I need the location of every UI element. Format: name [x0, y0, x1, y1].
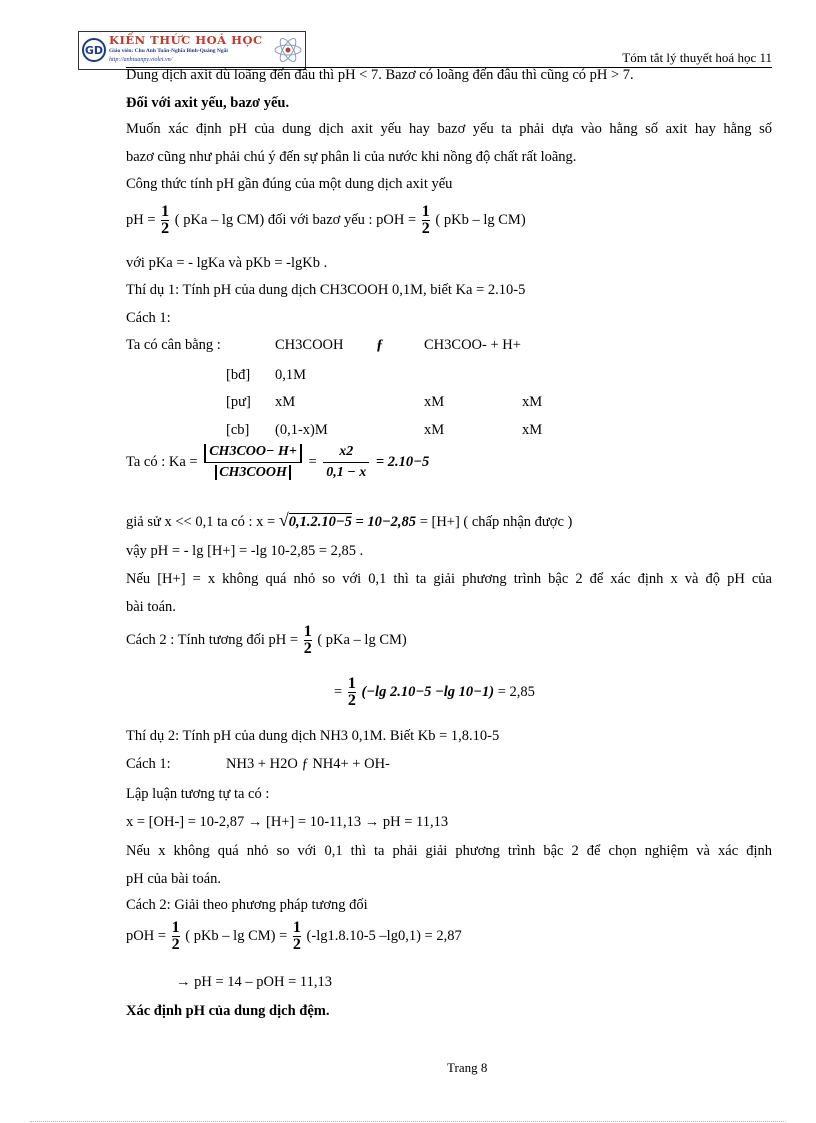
row-pu-value-2: xM	[424, 394, 445, 410]
example-1: Thí dụ 1: Tính pH của dung dịch CH3COOH 0,1M, biết Ka = 2.10-5	[126, 282, 526, 298]
ka-fraction-2: $\frac{x2}{0,1 - x}$	[323, 444, 369, 481]
example-2-method-1: Cách 1:	[126, 756, 171, 772]
logo-url: http://anhtuanpy.violet.vn/	[109, 57, 173, 63]
equilibrium-label: Ta có cân bằng :	[126, 337, 221, 353]
logo-title: KIẾN THỨC HOÁ HỌC	[109, 33, 263, 47]
ka-fraction-1: CH3COO− H+ CH3COOH	[204, 444, 302, 481]
para-1b: bazơ cũng như phải chú ý đến sự phân li của nước khi nồng độ chất rất loãng.	[126, 149, 577, 165]
ph-formula	[126, 204, 526, 237]
x-equation: x = [OH-] = 10-2,87 → [H+] = 10-11,13 → pH = 11,13	[126, 814, 449, 830]
svg-text:GD: GD	[84, 44, 104, 57]
section-heading-weak: Đối với axit yếu, bazơ yếu.	[126, 95, 290, 111]
ph-final: → pH = 14 – pOH = 11,13	[176, 974, 332, 990]
logo-subtitle: Giáo viên: Chu Anh Tuấn-Nghĩa Bình-Quảng Ngãi	[109, 48, 228, 54]
row-bd-label: [bđ]	[226, 367, 251, 383]
method-2-line: Cách 2 : Tính tương đối pH = $\frac{1}{2}$ ( pKa – lg CM)	[126, 623, 407, 657]
half-fraction: $\frac{1}{2}$	[161, 203, 170, 237]
ka-lhs: Ta có : Ka =	[126, 453, 198, 470]
row-pu-value-1: xM	[275, 394, 296, 410]
intro-line: Dung dịch axit dù loãng đến đâu thì pH < 7. Bazơ có loãng đến đâu thì cũng có pH > 7.	[126, 67, 634, 83]
ph-rhs: ( pKa – lg CM) đối với bazơ yếu : pOH =	[174, 211, 417, 228]
section-heading-buffer: Xác định pH của dung dịch đệm.	[126, 1003, 330, 1019]
equilibrium-right: CH3COO- + H+	[424, 337, 521, 353]
if-note-a: Nếu [H+] = x không quá nhỏ so với 0,1 thì ta giải phương trình bậc 2 để xác định x và độ pH của	[126, 571, 772, 587]
row-pu-label: [pư]	[226, 394, 251, 410]
pk-definition: với pKa = - lgKa và pKb = -lgKb .	[126, 255, 328, 271]
equilibrium-left: CH3COOH	[275, 337, 344, 353]
doc-header-title: Tóm tắt lý thuyết hoá học 11	[622, 50, 772, 65]
footer-rule	[30, 1121, 786, 1122]
half-fraction: $\frac{1}{2}$	[421, 203, 430, 237]
equilibrium-arrow: ƒ	[376, 337, 384, 353]
method-2-calc: = $\frac{1}{2}$ (−lg 2.10−5 −lg 10−1) = 2,85	[334, 675, 535, 709]
example-2-equation: NH3 + H2O ƒ NH4+ + OH-	[226, 756, 390, 772]
para-2: Công thức tính pH gần đúng của một dung dịch axit yếu	[126, 176, 453, 192]
ka-formula: Ta có : Ka = CH3COO− H+ CH3COOH = $\frac{x2}{0,1 - x}$ = 2.10−5	[126, 444, 430, 480]
row-pu-value-3: xM	[522, 394, 543, 410]
row-cb-value-3: xM	[522, 422, 543, 438]
publisher-logo	[78, 31, 306, 70]
example-2-method-2: Cách 2: Giải theo phương pháp tương đối	[126, 897, 368, 913]
if-note-2a: Nếu x không quá nhỏ so với 0,1 thì ta phải giải phương trình bậc 2 để chọn nghiệm và xác định	[126, 843, 772, 859]
page-number: Trang 8	[447, 1060, 488, 1075]
assumption-line: giả sử x << 0,1 ta có : x = √0,1.2.10−5 = 10−2,85 = [H+] ( chấp nhận được )	[126, 510, 573, 530]
poh-calc-line: pOH = $\frac{1}{2}$ ( pKb – lg CM) = $\frac{1}{2}$ (-lg1.8.10-5 –lg0,1) = 2,87	[126, 919, 462, 953]
reasoning-line: Lập luận tương tự ta có :	[126, 786, 270, 802]
ph-lhs: pH =	[126, 211, 156, 228]
row-cb-value-2: xM	[424, 422, 445, 438]
row-cb-label: [cb]	[226, 422, 250, 438]
ka-value: = 2.10−5	[375, 453, 430, 470]
para-1a: Muốn xác định pH của dung dịch axit yếu hay bazơ yếu ta phải dựa vào hằng số axit hay hằng số	[126, 121, 772, 137]
poh-rhs: ( pKb – lg CM)	[435, 211, 526, 228]
atom-emblem-icon	[80, 33, 108, 67]
atom-orbit-icon	[273, 33, 303, 67]
example-2: Thí dụ 2: Tính pH của dung dịch NH3 0,1M. Biết Kb = 1,8.10-5	[126, 728, 500, 744]
row-cb-value-1: (0,1-x)M	[275, 422, 328, 438]
method-1: Cách 1:	[126, 310, 171, 326]
ph-result: vậy pH = - lg [H+] = -lg 10-2,85 = 2,85 .	[126, 543, 364, 559]
if-note-b: bài toán.	[126, 599, 176, 615]
if-note-2b: pH của bài toán.	[126, 871, 222, 887]
row-bd-value: 0,1M	[275, 367, 307, 383]
